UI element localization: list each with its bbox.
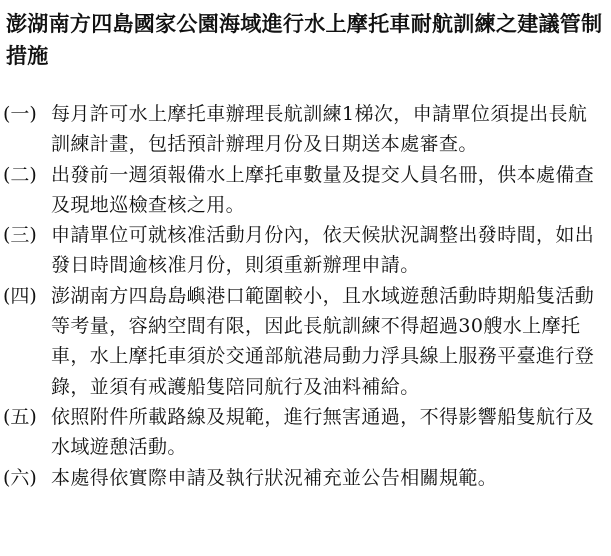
item-number: (三): [3, 224, 37, 247]
list-item-5: [0, 402, 611, 463]
item-text: 本處得依實際申請及執行狀況補充並公告相關規範。: [51, 466, 498, 489]
item-text: 依照附件所載路線及規範，進行無害通過，不得影響船隻航行及水域遊憩活動。: [51, 405, 595, 459]
list-item-3: [0, 220, 611, 281]
item-text: 澎湖南方四島島嶼港口範圍較小，且水域遊憩活動時期船隻活動等考量，容納空間有限，因此長航訓練不得超過30艘水上摩托車，水上摩托車須於交通部航港局動力浮具線上服務平臺進行登錄，並須有戒護船隻陪同航行及油料補給。: [51, 284, 595, 398]
list-item-2: [0, 160, 611, 221]
list-item-4: [0, 281, 611, 402]
item-text: 申請單位可就核准活動月份內，依天候狀況調整出發時間，如出發日時間逾核准月份，則須重新辦理申請。: [51, 224, 595, 277]
list-item-6: [0, 463, 611, 493]
item-text: 每月許可水上摩托車辦理長航訓練1梯次，申請單位須提出長航訓練計畫，包括預計辦理月份及日期送本處審查。: [51, 103, 588, 156]
measures-list: [0, 99, 611, 493]
item-number: (五): [3, 405, 37, 428]
list-item-1: [0, 99, 611, 160]
item-number: (一): [3, 103, 37, 125]
document-title: 澎湖南方四島國家公園海域進行水上摩托車耐航訓練之建議管制措施: [6, 11, 603, 68]
item-text: 出發前一週須報備水上摩托車數量及提交人員名冊，供本處備查及現地巡檢查核之用。: [51, 163, 595, 216]
item-number: (四): [3, 284, 37, 307]
item-number: (六): [3, 466, 37, 489]
item-number: (二): [3, 163, 37, 186]
